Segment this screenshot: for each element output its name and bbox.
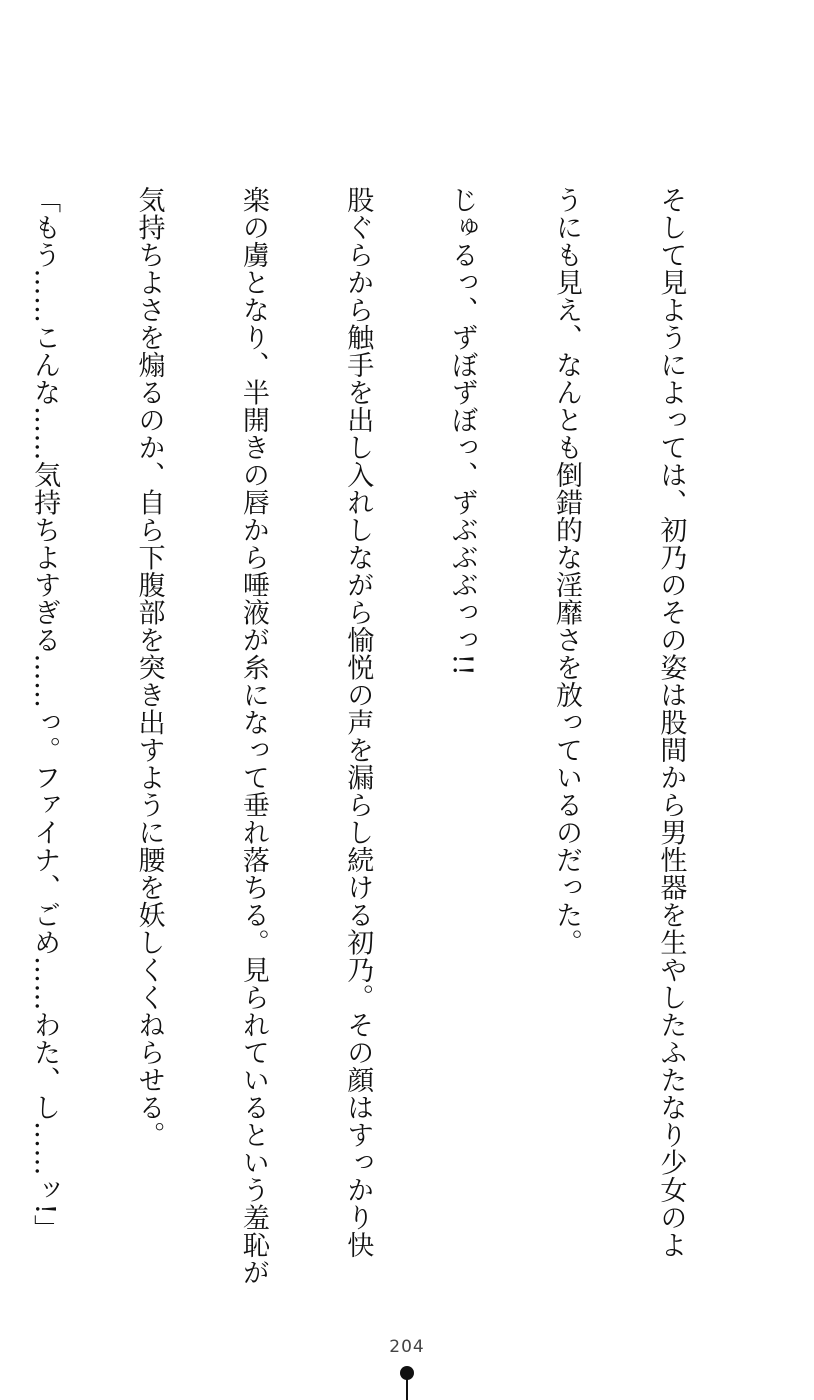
page-marker-icon (399, 1366, 415, 1400)
text-line: 楽の虜となり、半開きの唇から唾液が糸になって垂れ落ちる。見られているという羞恥が (237, 186, 269, 1286)
vertical-text-column (0, 186, 757, 1286)
text-line: じゅるっ、ずぼずぼっ、ずぶぶぶっっ!! (446, 186, 478, 677)
page-number: 204 (389, 1337, 425, 1357)
text-line: 股ぐらから触手を出し入れしながら愉悦の声を漏らし続ける初乃。その顔はすっかり快 (342, 186, 374, 1259)
text-line: 「もう……こんな……気持ちよすぎる……っ。ファイナ、ごめ……わた、し……ッ!」 (29, 186, 61, 1243)
text-line: 気持ちよさを煽るのか、自ら下腹部を突き出すように腰を妖しくくねらせる。 (133, 186, 165, 1149)
page-marker-stem (406, 1378, 408, 1400)
text-line: うにも見え、なんとも倒錯的な淫靡さを放っているのだった。 (551, 186, 583, 956)
text-line: そして見ようによっては、初乃のその姿は股間から男性器を生やしたふたなり少女のよ (655, 186, 687, 1259)
page-footer (0, 1337, 814, 1357)
